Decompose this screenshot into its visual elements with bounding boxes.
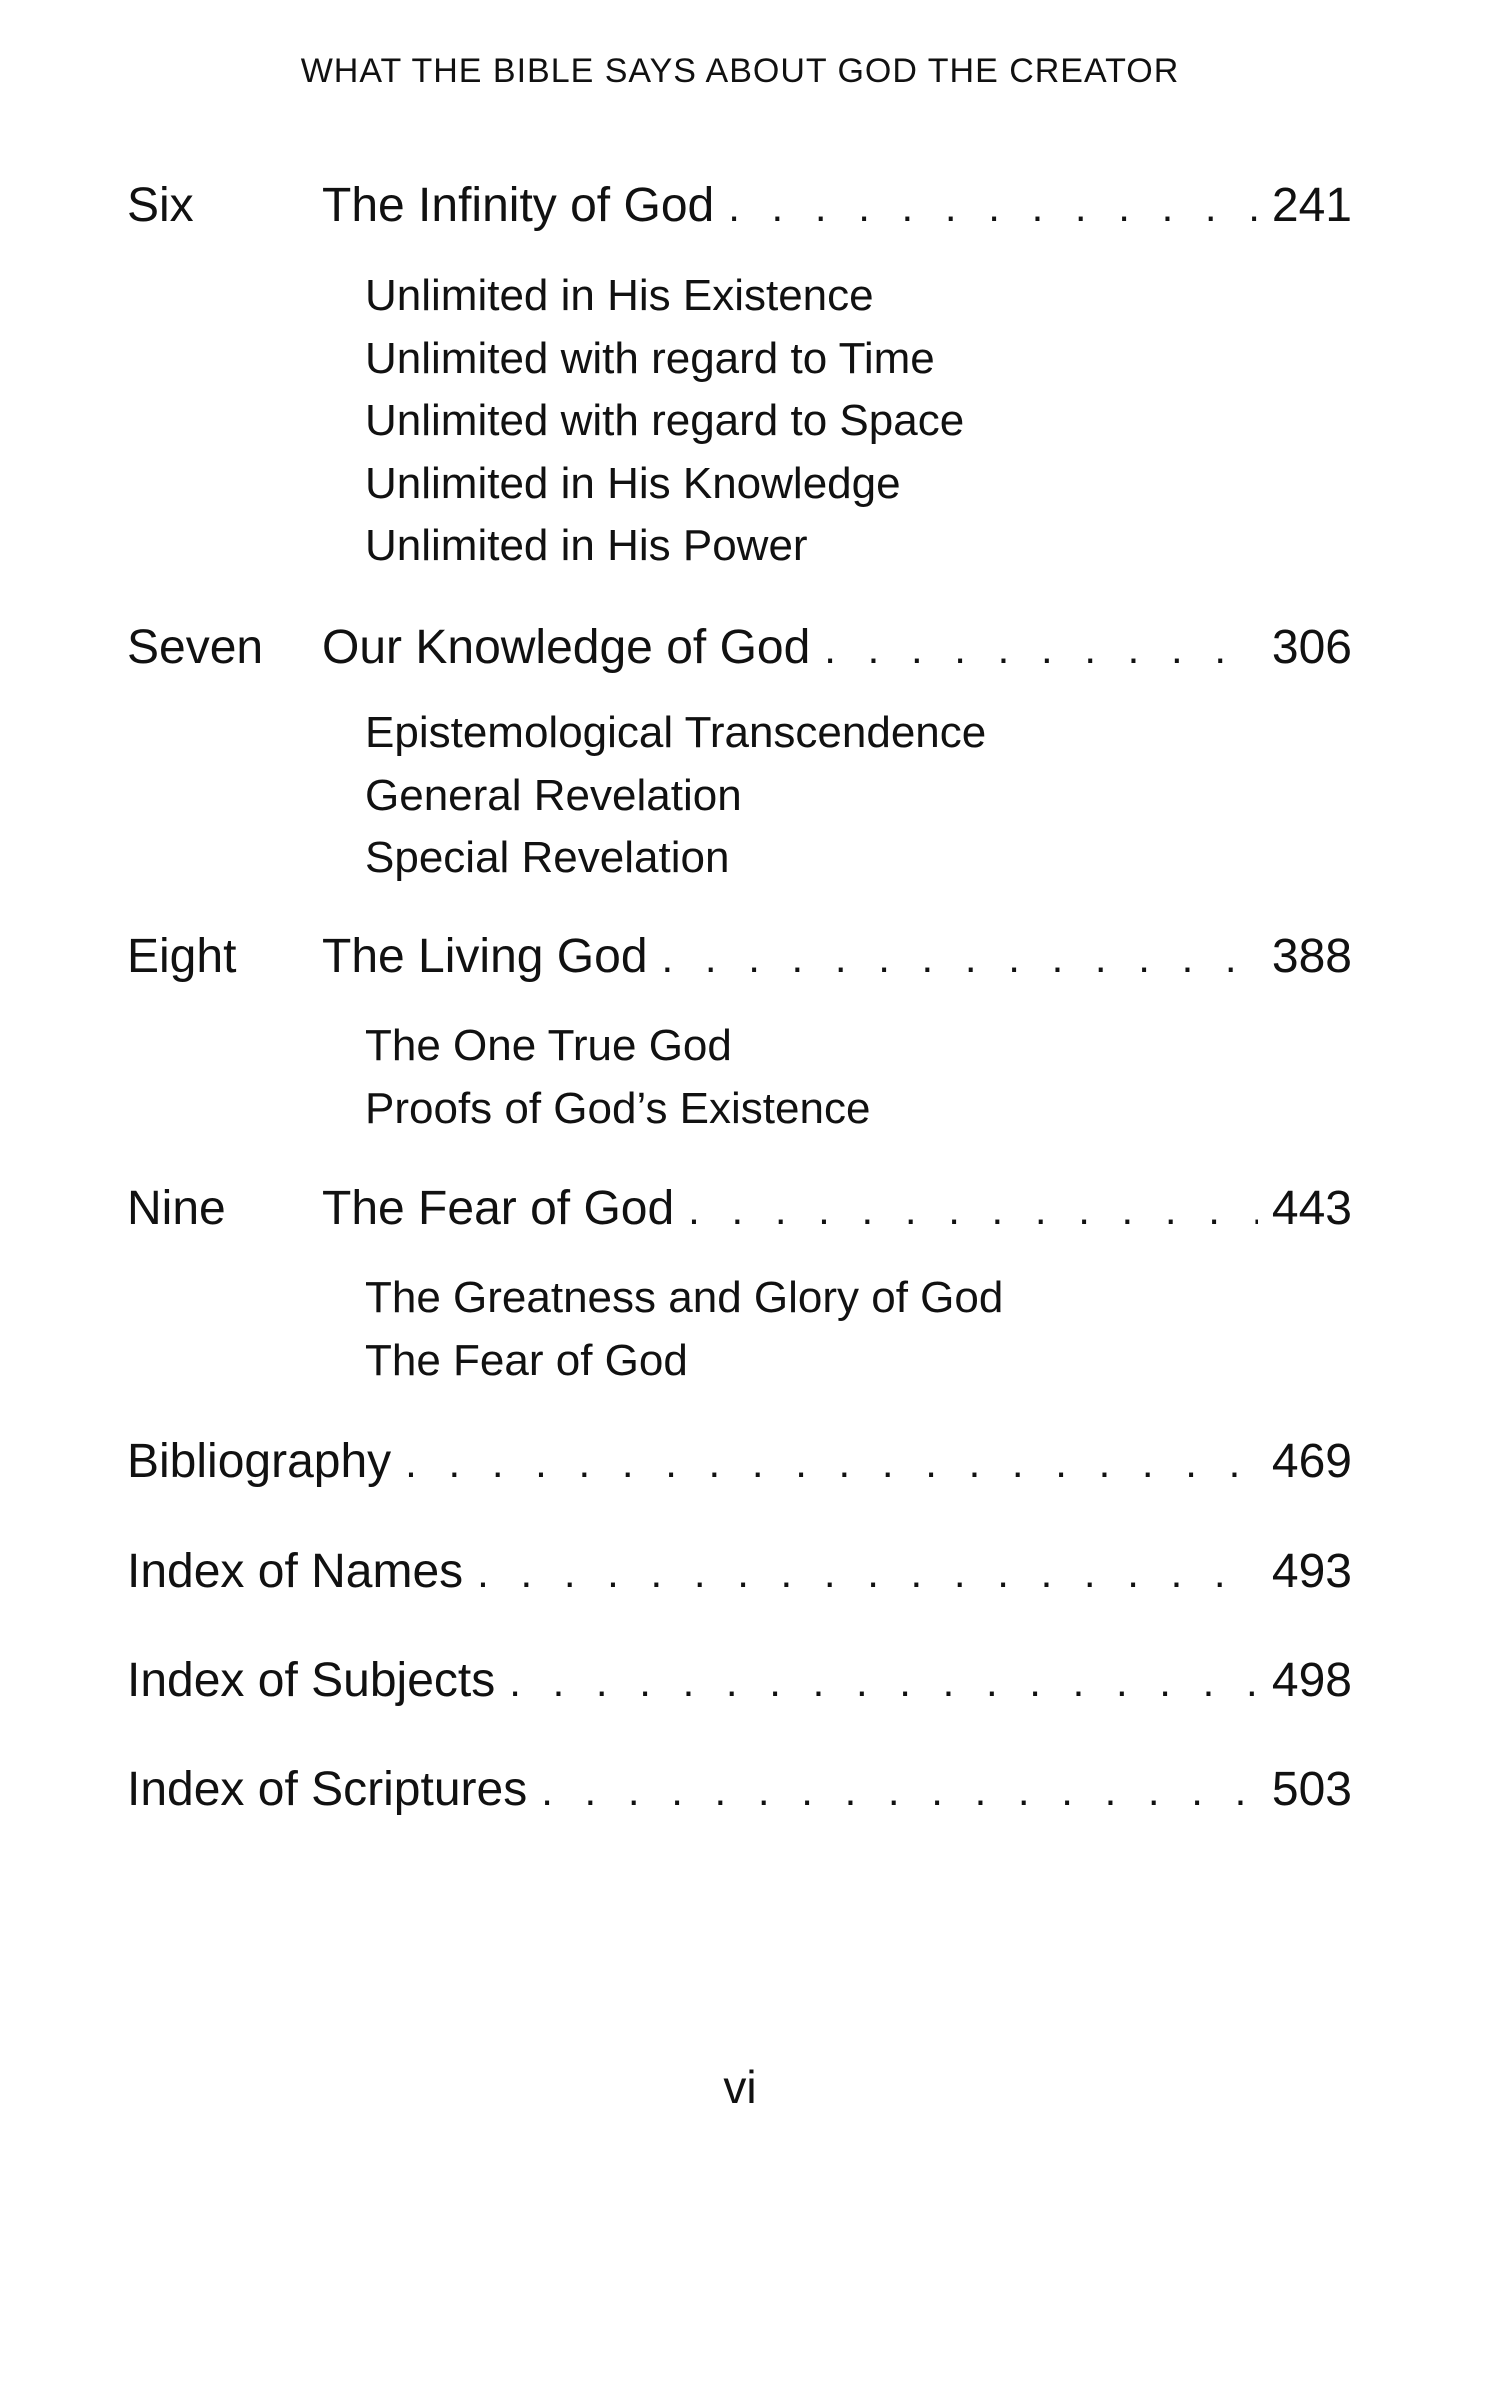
subtopic: Epistemological Transcendence bbox=[365, 708, 987, 757]
toc-entry-bibliography[interactable] bbox=[127, 1432, 1352, 1492]
dot-leader bbox=[477, 1543, 1258, 1603]
subtopic: The One True God bbox=[365, 1021, 732, 1070]
chapter-eight-subtopics bbox=[365, 1015, 870, 1140]
subtopic: Special Revelation bbox=[365, 833, 730, 882]
page-number: 503 bbox=[1271, 1763, 1352, 1816]
toc-entry-index-of-names[interactable] bbox=[127, 1542, 1352, 1602]
chapter-title: Our Knowledge of God bbox=[322, 621, 811, 674]
chapter-title: The Fear of God bbox=[322, 1182, 675, 1235]
page-number: 306 bbox=[1271, 621, 1352, 674]
dot-leader bbox=[405, 1433, 1258, 1493]
subtopic: General Revelation bbox=[365, 770, 742, 820]
page-number: 388 bbox=[1271, 930, 1352, 983]
dot-leader bbox=[688, 1180, 1258, 1240]
toc-entry-chapter-eight[interactable] bbox=[127, 927, 1352, 987]
chapter-number: Seven bbox=[127, 621, 264, 674]
chapter-title: The Infinity of God bbox=[322, 179, 715, 232]
entry-title: Index of Names bbox=[127, 1545, 464, 1598]
toc-entry-chapter-six[interactable] bbox=[127, 176, 1352, 236]
subtopic: Unlimited with regard to Time bbox=[365, 333, 935, 383]
chapter-six-subtopics bbox=[365, 265, 964, 578]
toc-entry-index-of-subjects[interactable] bbox=[127, 1651, 1352, 1711]
page-number: 241 bbox=[1271, 179, 1352, 232]
dot-leader bbox=[509, 1652, 1258, 1712]
subtopic: The Fear of God bbox=[365, 1335, 688, 1385]
subtopic: Unlimited in His Knowledge bbox=[365, 458, 901, 508]
page-folio: vi bbox=[723, 2061, 757, 2113]
page-number: 469 bbox=[1271, 1435, 1352, 1488]
toc-entry-index-of-scriptures[interactable] bbox=[127, 1760, 1352, 1820]
chapter-number: Six bbox=[127, 179, 194, 232]
entry-title: Index of Subjects bbox=[127, 1654, 496, 1707]
dot-leader bbox=[662, 928, 1258, 988]
dot-leader bbox=[541, 1761, 1258, 1821]
subtopic: Unlimited in His Power bbox=[365, 521, 808, 570]
chapter-title: The Living God bbox=[322, 930, 648, 983]
chapter-seven-subtopics bbox=[365, 702, 986, 890]
page-number: 443 bbox=[1271, 1182, 1352, 1235]
entry-title: Index of Scriptures bbox=[127, 1763, 528, 1816]
chapter-nine-subtopics bbox=[365, 1267, 1003, 1392]
subtopic: Unlimited with regard to Space bbox=[365, 396, 965, 445]
entry-title: Bibliography bbox=[127, 1435, 392, 1488]
page-number: 498 bbox=[1271, 1654, 1352, 1707]
page-number: 493 bbox=[1271, 1545, 1352, 1598]
toc-entry-chapter-seven[interactable] bbox=[127, 618, 1352, 678]
subtopic: Proofs of God’s Existence bbox=[365, 1083, 871, 1133]
running-head: WHAT THE BIBLE SAYS ABOUT GOD THE CREATOR bbox=[300, 52, 1180, 90]
dot-leader bbox=[824, 619, 1258, 679]
subtopic: The Greatness and Glory of God bbox=[365, 1273, 1004, 1322]
subtopic: Unlimited in His Existence bbox=[365, 271, 874, 320]
chapter-number: Eight bbox=[127, 930, 237, 983]
toc-entry-chapter-nine[interactable] bbox=[127, 1179, 1352, 1239]
dot-leader bbox=[728, 177, 1258, 237]
chapter-number: Nine bbox=[127, 1182, 226, 1235]
